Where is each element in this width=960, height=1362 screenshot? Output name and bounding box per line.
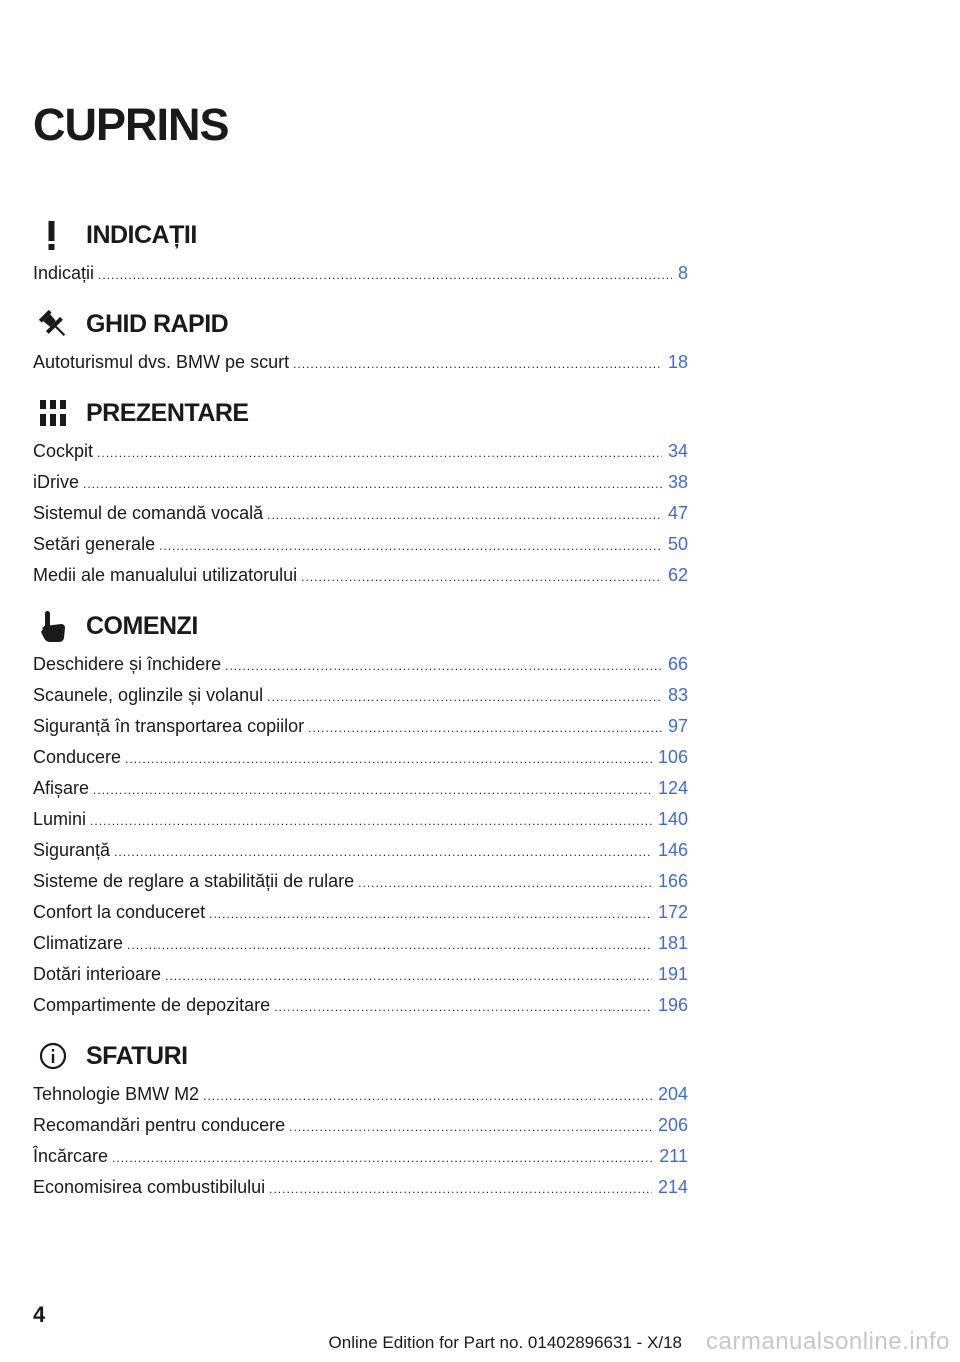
- entry-page-link[interactable]: 211: [659, 1146, 688, 1166]
- entry-page-link[interactable]: 62: [667, 565, 688, 585]
- entry-label: Siguranță: [33, 840, 111, 860]
- dot-leader: [274, 992, 652, 1023]
- section-header: [33, 1033, 688, 1079]
- entry-label: iDrive: [33, 472, 80, 492]
- entry-label: Sistemul de comandă vocală: [33, 503, 264, 523]
- dot-leader: [125, 744, 652, 775]
- toc-entry-siguranta[interactable]: [33, 835, 688, 866]
- toc-entry-cockpit[interactable]: [33, 436, 688, 467]
- dot-leader: [97, 438, 662, 469]
- entry-label: Indicații: [33, 263, 95, 283]
- entry-label: Scaunele, oglinzile și volanul: [33, 685, 264, 705]
- dot-leader: [293, 349, 662, 380]
- pointing-hand-icon: [33, 606, 73, 646]
- exclamation-icon: [33, 215, 73, 255]
- entry-page-link[interactable]: 66: [667, 654, 688, 674]
- entry-page-link[interactable]: 38: [667, 472, 688, 492]
- entry-label: Tehnologie BMW M2: [33, 1084, 200, 1104]
- dot-leader: [159, 531, 662, 562]
- toc-entry-dotari-interioare[interactable]: [33, 959, 688, 990]
- toc-entry-siguranta-copii[interactable]: [33, 711, 688, 742]
- toc-entry-climatizare[interactable]: [33, 928, 688, 959]
- entry-label: Climatizare: [33, 933, 124, 953]
- entry-label: Sisteme de reglare a stabilității de rulare: [33, 871, 355, 891]
- entry-label: Dotări interioare: [33, 964, 162, 984]
- entry-page-link[interactable]: 124: [657, 778, 688, 798]
- entry-label: Economisirea combustibilului: [33, 1177, 266, 1197]
- entry-page-link[interactable]: 146: [657, 840, 688, 860]
- entry-label: Încărcare: [33, 1146, 109, 1166]
- toc-entry-deschidere[interactable]: [33, 649, 688, 680]
- entry-page-link[interactable]: 47: [667, 503, 688, 523]
- dot-leader: [165, 961, 652, 992]
- entry-page-link[interactable]: 140: [657, 809, 688, 829]
- entry-page-link[interactable]: 206: [657, 1115, 688, 1135]
- entry-label: Afișare: [33, 778, 90, 798]
- dot-leader: [83, 469, 662, 500]
- section-comenzi: [33, 603, 688, 1021]
- toc-entry-medii-manual[interactable]: [33, 560, 688, 591]
- section-header: [33, 212, 688, 258]
- toc-entry-idrive[interactable]: [33, 467, 688, 498]
- section-indicatii: [33, 212, 688, 289]
- toc-entry-depozitare[interactable]: [33, 990, 688, 1021]
- toc-entry-setari-generale[interactable]: [33, 529, 688, 560]
- section-title: PREZENTARE: [86, 398, 249, 427]
- section-header: [33, 603, 688, 649]
- page-title: CUPRINS: [33, 99, 229, 150]
- entry-label: Autoturismul dvs. BMW pe scurt: [33, 352, 290, 372]
- toc-entry-scaunele[interactable]: [33, 680, 688, 711]
- section-title: COMENZI: [86, 611, 198, 640]
- entry-page-link[interactable]: 191: [657, 964, 688, 984]
- dot-leader: [269, 1174, 652, 1205]
- section-sfaturi: [33, 1033, 688, 1203]
- dot-leader: [98, 260, 672, 291]
- section-title: SFATURI: [86, 1041, 188, 1070]
- toc-entry-stabilitate[interactable]: [33, 866, 688, 897]
- toc-entry-confort[interactable]: [33, 897, 688, 928]
- entry-label: Cockpit: [33, 441, 94, 461]
- section-prezentare: [33, 390, 688, 591]
- dot-leader: [289, 1112, 652, 1143]
- entry-label: Medii ale manualului utilizatorului: [33, 565, 298, 585]
- dot-leader: [93, 775, 652, 806]
- entry-page-link[interactable]: 166: [657, 871, 688, 891]
- toc-entry-incarcare[interactable]: [33, 1141, 688, 1172]
- toc-entry-tehnologie[interactable]: [33, 1079, 688, 1110]
- entry-label: Confort la conduceret: [33, 902, 206, 922]
- dot-leader: [127, 930, 652, 961]
- dot-leader: [203, 1081, 652, 1112]
- dot-leader: [358, 868, 652, 899]
- entry-label: Compartimente de depozitare: [33, 995, 271, 1015]
- dot-leader: [225, 651, 662, 682]
- entry-page-link[interactable]: 83: [667, 685, 688, 705]
- entry-label: Lumini: [33, 809, 87, 829]
- toc-entry-recomandari[interactable]: [33, 1110, 688, 1141]
- section-header: [33, 301, 688, 347]
- toc-entry-conducere[interactable]: [33, 742, 688, 773]
- dot-leader: [112, 1143, 653, 1174]
- entry-page-link[interactable]: 50: [667, 534, 688, 554]
- entry-page-link[interactable]: 172: [657, 902, 688, 922]
- dot-leader: [209, 899, 652, 930]
- toc-entry-lumini[interactable]: [33, 804, 688, 835]
- entry-label: Recomandări pentru conducere: [33, 1115, 286, 1135]
- toc-entry-autoturismul[interactable]: [33, 347, 688, 378]
- info-icon: [33, 1036, 73, 1076]
- table-of-contents: [33, 212, 688, 1215]
- grid-icon: [33, 393, 73, 433]
- page-number: 4: [33, 1302, 46, 1327]
- section-title: INDICAȚII: [86, 220, 197, 249]
- watermark-text: carmanualsonline.info: [706, 1328, 950, 1355]
- entry-page-link[interactable]: 8: [677, 263, 688, 283]
- entry-page-link[interactable]: 196: [657, 995, 688, 1015]
- entry-page-link[interactable]: 181: [657, 933, 688, 953]
- pushpin-icon: [33, 304, 73, 344]
- entry-page-link[interactable]: 204: [657, 1084, 688, 1104]
- section-header: [33, 390, 688, 436]
- entry-page-link[interactable]: 34: [667, 441, 688, 461]
- entry-label: Deschidere și închidere: [33, 654, 222, 674]
- dot-leader: [267, 682, 662, 713]
- toc-entry-economisire[interactable]: [33, 1172, 688, 1203]
- dot-leader: [90, 806, 652, 837]
- dot-leader: [267, 500, 662, 531]
- toc-entry-comanda-vocala[interactable]: [33, 498, 688, 529]
- entry-page-link[interactable]: 106: [657, 747, 688, 767]
- dot-leader: [301, 562, 662, 593]
- toc-entry-indicatii[interactable]: [33, 258, 688, 289]
- entry-page-link[interactable]: 97: [667, 716, 688, 736]
- dot-leader: [308, 713, 662, 744]
- entry-label: Siguranță în transportarea copiilor: [33, 716, 305, 736]
- edition-footer: Online Edition for Part no. 01402896631 - X/18: [328, 1333, 682, 1352]
- entry-label: Conducere: [33, 747, 122, 767]
- toc-entry-afisare[interactable]: [33, 773, 688, 804]
- section-title: GHID RAPID: [86, 309, 229, 338]
- section-ghid-rapid: [33, 301, 688, 378]
- dot-leader: [114, 837, 652, 868]
- entry-page-link[interactable]: 18: [667, 352, 688, 372]
- entry-label: Setări generale: [33, 534, 156, 554]
- entry-page-link[interactable]: 214: [657, 1177, 688, 1197]
